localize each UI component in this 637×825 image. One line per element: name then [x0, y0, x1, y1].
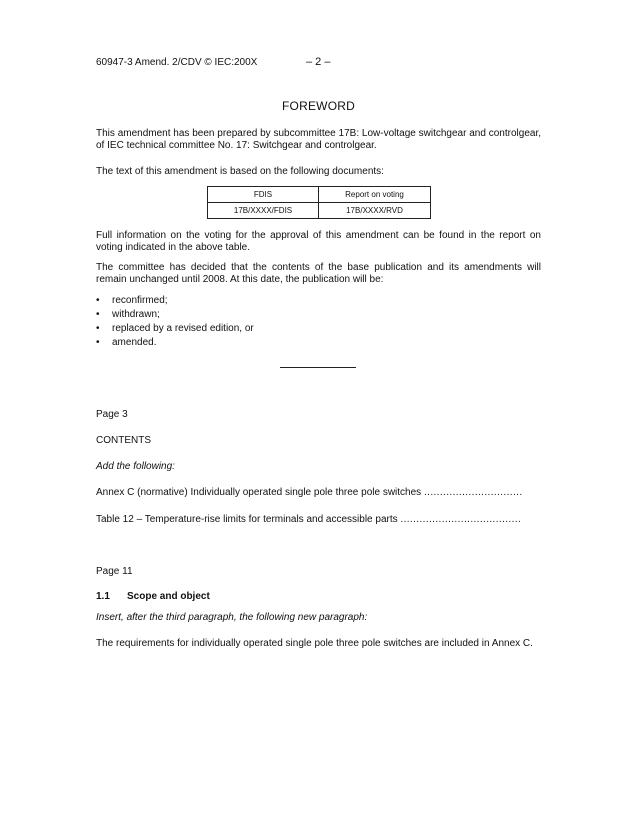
table-header-fdis: FDIS [208, 187, 319, 203]
page-11-label: Page 11 [96, 566, 133, 577]
foreword-paragraph-3: Full information on the voting for the approval of this amendment can be found in the report on voting indicated in the above table. [96, 230, 541, 253]
clause-instruction: Insert, after the third paragraph, the following new paragraph: [96, 612, 368, 623]
clause-number: 1.1 [96, 591, 110, 602]
table-cell-fdis: 17B/XXXX/FDIS [208, 203, 319, 219]
list-item-text: amended. [112, 337, 157, 348]
contents-heading: CONTENTS [96, 435, 151, 446]
section-divider [280, 367, 356, 368]
toc-entry-text: Table 12 – Temperature-rise limits for terminals and accessible parts [96, 514, 401, 525]
bullet-icon: • [96, 323, 100, 334]
clause-title: Scope and object [127, 591, 210, 602]
list-item-text: reconfirmed; [112, 295, 168, 306]
bullet-icon: • [96, 309, 100, 320]
voting-documents-table [207, 186, 431, 219]
table-cell-rvd: 17B/XXXX/RVD [319, 203, 431, 219]
foreword-paragraph-1: This amendment has been prepared by subcommittee 17B: Low-voltage switchgear and controlgear, of IEC technical committee No. 17: Switchgear and controlgear. [96, 128, 541, 151]
toc-entry-table-12[interactable] [96, 514, 541, 526]
table-header-row [208, 187, 431, 203]
table-header-report: Report on voting [319, 187, 431, 203]
foreword-paragraph-2: The text of this amendment is based on the following documents: [96, 166, 384, 177]
foreword-paragraph-4: The committee has decided that the contents of the base publication and its amendments will remain unchanged until 2008. At this date, the publication will be: [96, 262, 541, 285]
toc-leader-dots: ............................... [423, 487, 523, 498]
toc-entry-text: Annex C (normative) Individually operated single pole three pole switches [96, 487, 424, 498]
bullet-icon: • [96, 337, 100, 348]
page-3-label: Page 3 [96, 409, 128, 420]
bullet-icon: • [96, 295, 100, 306]
page-number: – 2 – [306, 56, 331, 68]
foreword-title: FOREWORD [282, 99, 355, 113]
list-item-text: replaced by a revised edition, or [112, 323, 254, 334]
clause-paragraph: The requirements for individually operated single pole three pole switches are included in Annex C. [96, 638, 533, 649]
table-row [208, 203, 431, 219]
document-reference: 60947-3 Amend. 2/CDV © IEC:200X [96, 57, 258, 68]
toc-entry-annex-c[interactable] [96, 487, 541, 499]
list-item-text: withdrawn; [112, 309, 160, 320]
contents-instruction: Add the following: [96, 461, 175, 472]
toc-leader-dots: ...................................... [400, 514, 522, 525]
